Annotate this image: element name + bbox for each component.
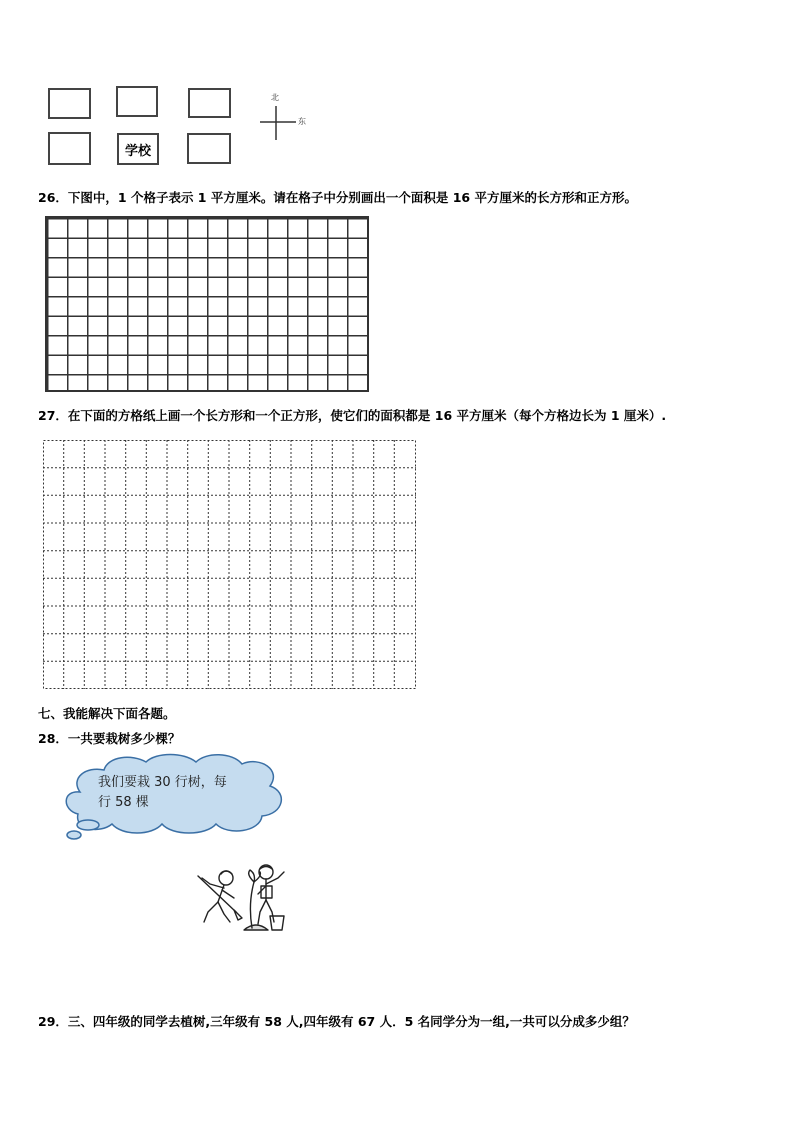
compass-icon	[258, 93, 306, 144]
map-box-top-right	[188, 88, 231, 118]
map-box-bottom-left	[48, 132, 91, 165]
children-planting-illustration	[196, 864, 288, 934]
map-box-bottom-right	[187, 133, 231, 164]
cloud-text	[98, 773, 248, 813]
school-label: 学校	[124, 143, 151, 159]
map-box-top-middle	[116, 86, 158, 117]
cloud-text-line1: 我们要栽 30 行树，每	[98, 775, 227, 790]
question-29: 29．三、四年级的同学去植树,三年级有 58 人,四年级有 67 人．5 名同学分为一组,一共可以分成多少组？	[38, 1014, 635, 1029]
dotted-grid-paper[interactable]	[43, 440, 417, 690]
north-label: 北	[271, 93, 279, 102]
question-27: 27．在下面的方格纸上画一个长方形和一个正方形，使它们的面积都是 16 平方厘米（每个方格边长为 1 厘米）.	[38, 408, 667, 423]
question-26: 26．下图中，1 个格子表示 1 平方厘米。请在格子中分别画出一个面积是 16 平方厘米的长方形和正方形。	[38, 190, 637, 205]
section-7-heading: 七、我能解决下面各题。	[38, 706, 176, 721]
map-box-school	[117, 133, 159, 165]
question-28: 28．一共要栽树多少棵？	[38, 731, 181, 746]
cloud-text-line2: 行 58 棵	[98, 795, 149, 810]
dotted-grid-svg	[43, 440, 417, 690]
east-label: 东	[298, 117, 306, 126]
solid-grid-paper[interactable]	[45, 216, 369, 392]
map-box-top-left	[48, 88, 91, 119]
